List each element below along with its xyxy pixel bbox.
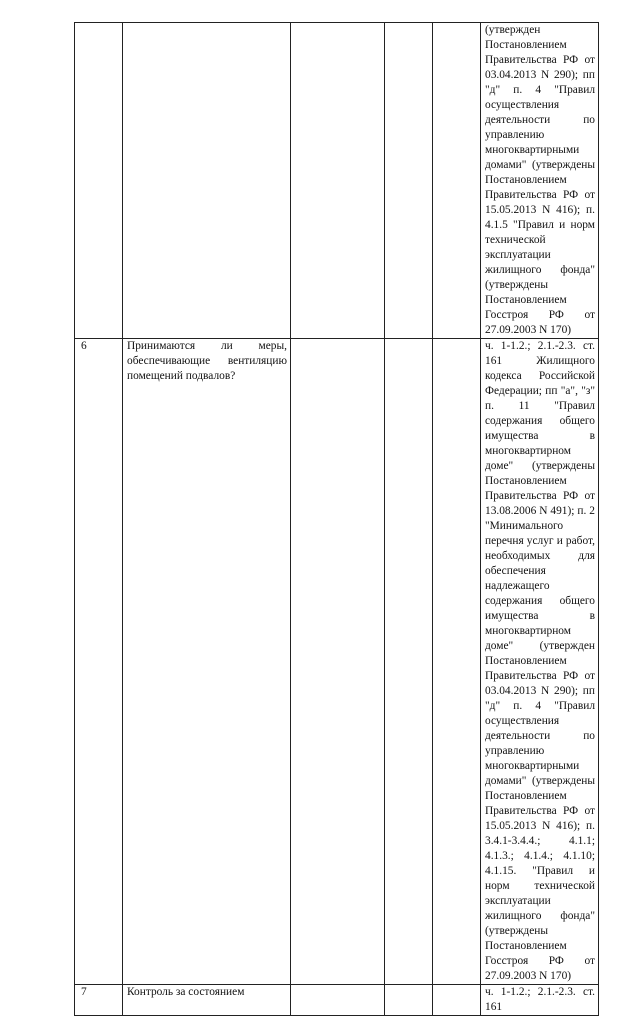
question-cell: Принимаются ли меры, обеспечивающие вентиляцию помещений подвалов? bbox=[123, 339, 291, 985]
checklist-table bbox=[74, 22, 599, 1016]
row-number-cell: 6 bbox=[75, 339, 123, 985]
legal-reference-cell: ч. 1-1.2.; 2.1.-2.3. ст. 161 Жилищного кодекса Российской Федерации; пп "а", "з" п. 11 "Правил содержания общего имущества в многоквартирном доме" (утверждены Постановлением Правительства РФ от 13.08.2006 N 491); п. 2 "Минимального перечня услуг и работ, необходимых для обеспечения надлежащего содержания общего имущества в многоквартирном доме" (утвержден Постановлением Правительства РФ от 03.04.2013 N 290); пп "д" п. 4 "Правил осуществления деятельности по управлению многоквартирными домами" (утверждены Постановлением Правительства РФ от 15.05.2013 N 416); п. 3.4.1-3.4.4.; 4.1.1; 4.1.3.; 4.1.4.; 4.1.10; 4.1.15. "Правил и норм технической эксплуатации жилищного фонда" (утверждены Постановлением Госстроя РФ от 27.09.2003 N 170) bbox=[481, 339, 599, 985]
answer-na-cell bbox=[433, 23, 481, 339]
table-row bbox=[75, 339, 599, 985]
legal-reference-cell: (утвержден Постановлением Правительства РФ от 03.04.2013 N 290); пп "д" п. 4 "Правил осуществления деятельности по управлению многоквартирными домами" (утверждены Постановлением Правительства РФ от 15.05.2013 N 416); п. 4.1.5 "Правил и норм технической эксплуатации жилищного фонда" (утверждены Постановлением Госстроя РФ от 27.09.2003 N 170) bbox=[481, 23, 599, 339]
question-cell: Контроль за состоянием bbox=[123, 985, 291, 1016]
answer-no-cell bbox=[385, 339, 433, 985]
legal-reference-cell: ч. 1-1.2.; 2.1.-2.3. ст. 161 bbox=[481, 985, 599, 1016]
answer-yes-cell bbox=[291, 23, 385, 339]
answer-yes-cell bbox=[291, 339, 385, 985]
row-number-cell bbox=[75, 23, 123, 339]
row-number-cell: 7 bbox=[75, 985, 123, 1016]
answer-yes-cell bbox=[291, 985, 385, 1016]
table-row bbox=[75, 23, 599, 339]
answer-no-cell bbox=[385, 23, 433, 339]
answer-no-cell bbox=[385, 985, 433, 1016]
answer-na-cell bbox=[433, 339, 481, 985]
question-cell bbox=[123, 23, 291, 339]
table-row bbox=[75, 985, 599, 1016]
answer-na-cell bbox=[433, 985, 481, 1016]
